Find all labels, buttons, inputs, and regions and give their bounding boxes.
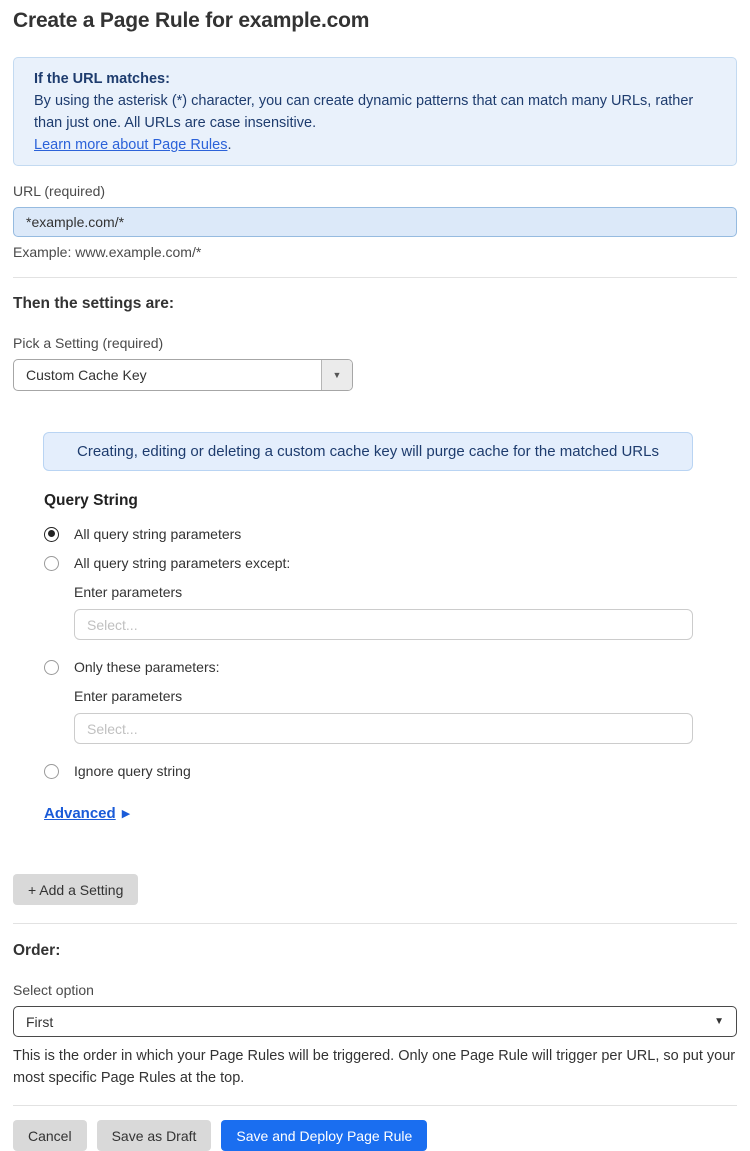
- order-heading: Order:: [13, 942, 61, 959]
- query-string-section: [44, 492, 737, 779]
- url-field-label: URL (required): [13, 183, 106, 199]
- chevron-down-icon: ▼: [714, 1016, 724, 1027]
- url-input[interactable]: [13, 207, 737, 237]
- save-deploy-button[interactable]: Save and Deploy Page Rule: [221, 1120, 427, 1151]
- except-parameters-input[interactable]: [74, 609, 693, 640]
- add-setting-button[interactable]: + Add a Setting: [13, 874, 138, 905]
- radio-button-icon[interactable]: [44, 556, 59, 571]
- info-link-suffix: .: [227, 137, 232, 153]
- enter-parameters-label: Enter parameters: [74, 584, 183, 600]
- enter-parameters-label: Enter parameters: [74, 688, 183, 704]
- radio-label: Only these parameters:: [74, 659, 220, 675]
- setting-select[interactable]: [13, 359, 353, 391]
- radio-all-params-except[interactable]: [44, 555, 737, 571]
- radio-button-icon[interactable]: [44, 764, 59, 779]
- radio-button-icon[interactable]: [44, 660, 59, 675]
- learn-more-link[interactable]: Learn more about Page Rules: [34, 137, 228, 153]
- pick-setting-label: Pick a Setting (required): [13, 335, 164, 351]
- only-parameters-input[interactable]: [74, 713, 693, 744]
- order-select-label: Select option: [13, 982, 94, 998]
- url-example-text: Example: www.example.com/*: [13, 244, 202, 260]
- radio-label: All query string parameters except:: [74, 555, 291, 571]
- caret-right-icon: ▶: [121, 808, 131, 820]
- info-box-link-row: [34, 134, 716, 156]
- divider: [13, 923, 737, 924]
- divider: [13, 1105, 737, 1106]
- info-box-body: By using the asterisk (*) character, you can create dynamic patterns that can match many URLs, rather than just one. All URLs are case insensitive.: [34, 93, 694, 131]
- order-select[interactable]: [13, 1006, 737, 1037]
- chevron-down-icon[interactable]: ▼: [321, 360, 352, 390]
- advanced-row: [44, 805, 737, 822]
- setting-select-value: Custom Cache Key: [26, 367, 147, 383]
- settings-heading: Then the settings are:: [13, 295, 175, 312]
- url-match-info-box: [13, 57, 737, 166]
- radio-label: All query string parameters: [74, 526, 242, 542]
- page-title: Create a Page Rule for example.com: [13, 9, 370, 32]
- radio-button-icon[interactable]: [44, 527, 59, 542]
- cache-purge-notice: Creating, editing or deleting a custom cache key will purge cache for the matched URLs: [43, 432, 693, 471]
- query-string-heading: Query String: [44, 492, 138, 509]
- radio-only-params[interactable]: [44, 659, 737, 675]
- info-box-heading: If the URL matches:: [34, 71, 170, 87]
- order-select-value: First: [26, 1013, 54, 1030]
- footer-buttons: [13, 1120, 737, 1151]
- radio-ignore-query-string[interactable]: [44, 763, 737, 779]
- advanced-link[interactable]: Advanced: [44, 805, 116, 822]
- save-draft-button[interactable]: Save as Draft: [97, 1120, 212, 1151]
- order-help-text: This is the order in which your Page Rules will be triggered. Only one Page Rule will trigger per URL, so put your most specific Page Rules at the top.: [13, 1048, 736, 1086]
- cancel-button[interactable]: Cancel: [13, 1120, 87, 1151]
- only-parameters-field: [74, 688, 693, 744]
- divider: [13, 277, 737, 278]
- radio-all-params[interactable]: [44, 526, 737, 542]
- add-setting-wrap: [13, 874, 737, 905]
- radio-label: Ignore query string: [74, 763, 191, 779]
- except-parameters-field: [74, 584, 693, 640]
